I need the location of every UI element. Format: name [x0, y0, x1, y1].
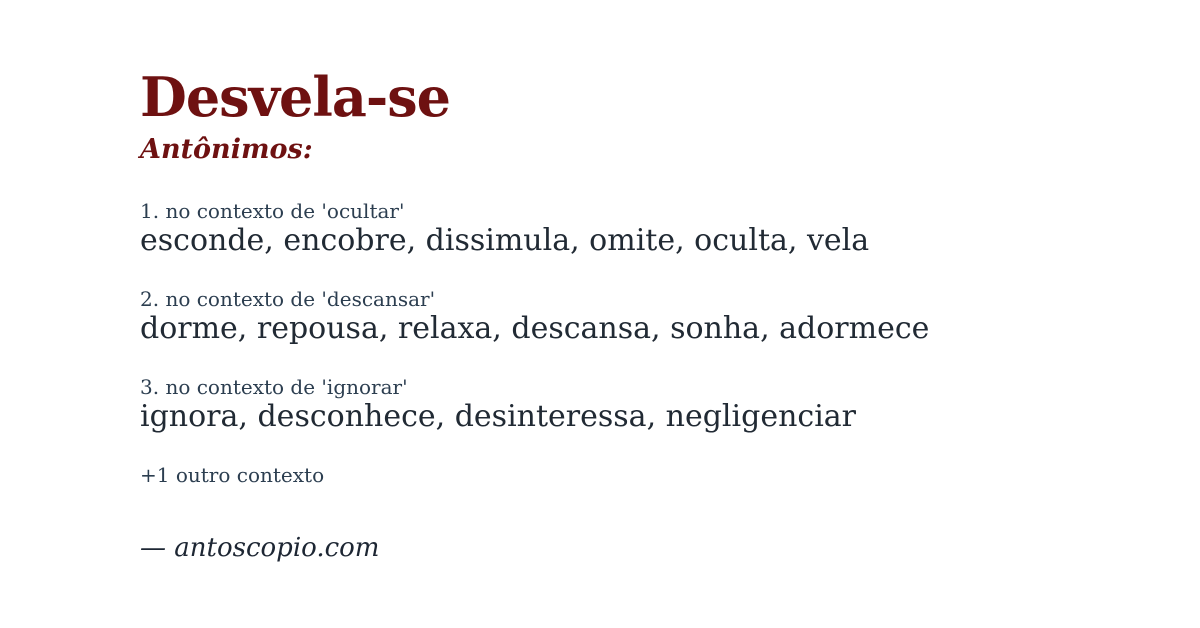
context-1-label: 1. no contexto de 'ocultar': [140, 199, 405, 223]
context-1-antonym-list: esconde, encobre, dissimula, omite, oculta, vela: [140, 223, 870, 258]
more-contexts-link[interactable]: +1 outro contexto: [140, 463, 325, 487]
site-attribution: — antoscopio.com: [140, 533, 380, 563]
context-3-antonym-list: ignora, desconhece, desinteressa, negligenciar: [140, 399, 857, 434]
context-3-label: 3. no contexto de 'ignorar': [140, 375, 408, 399]
context-2-label: 2. no contexto de 'descansar': [140, 287, 436, 311]
context-2-antonym-list: dorme, repousa, relaxa, descansa, sonha, adormece: [140, 311, 930, 346]
page-title: Desvela-se: [140, 65, 450, 129]
antonyms-heading: Antônimos:: [140, 134, 313, 165]
